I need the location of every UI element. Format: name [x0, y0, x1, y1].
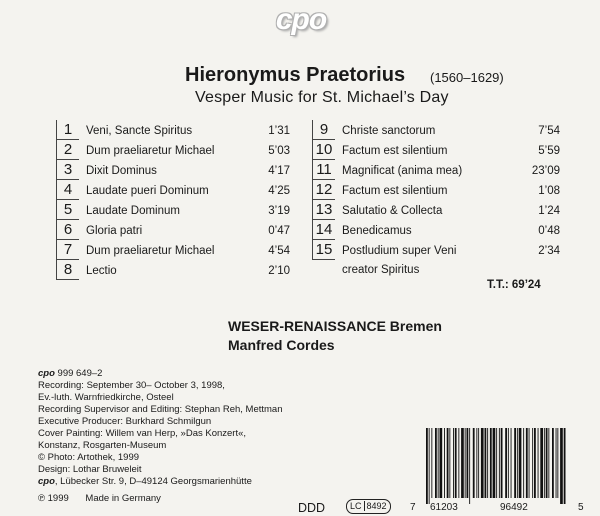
barcode-bar	[514, 428, 516, 498]
credit-line: Konstanz, Rosgarten-Museum	[38, 440, 167, 451]
track-row	[312, 200, 572, 220]
cpo-brand-text: cpo	[38, 368, 55, 379]
track-title: Christe sanctorum	[342, 125, 436, 137]
album-subtitle: Vesper Music for St. Michael’s Day	[195, 89, 449, 106]
track-row	[56, 240, 316, 260]
barcode-bar	[496, 428, 497, 498]
copyright-line	[38, 493, 283, 505]
track-title: Factum est silentium	[342, 185, 448, 197]
track-row	[56, 120, 316, 140]
barcode-bar	[487, 428, 488, 498]
track-row	[312, 220, 572, 240]
track-row	[56, 260, 316, 280]
track-duration: 1’08	[538, 185, 560, 197]
credit-line: Cover Painting: Willem van Herp, »Das Konzert«,	[38, 428, 247, 439]
barcode-digits-left: 61203	[430, 502, 458, 513]
track-15-continuation	[312, 259, 562, 279]
track-duration: 4’25	[268, 185, 290, 197]
barcode-bar	[461, 428, 464, 498]
barcode-bar	[529, 428, 530, 498]
barcode-bar	[435, 428, 437, 498]
barcode-bar	[465, 428, 466, 498]
barcode-bar	[449, 428, 450, 498]
track-number: 4	[56, 180, 79, 200]
lc-number: 8492	[364, 501, 387, 511]
barcode-bar	[523, 428, 524, 498]
track-number: 15	[312, 240, 335, 260]
track-number: 1	[56, 120, 79, 140]
track-duration: 7’54	[538, 125, 560, 137]
label-code-badge	[346, 499, 391, 514]
barcode-bar	[455, 428, 457, 498]
ddd-code: DDD	[298, 501, 326, 515]
track-number: 13	[312, 200, 335, 220]
track-row	[56, 200, 316, 220]
track-title: Laudate Dominum	[86, 205, 180, 217]
barcode-bar	[447, 428, 449, 498]
track-row	[312, 140, 572, 160]
track-number: 9	[312, 120, 335, 140]
track-duration: 5’59	[538, 145, 560, 157]
barcode-bar	[544, 428, 545, 498]
track-number: 5	[56, 200, 79, 220]
barcode-bar	[485, 428, 487, 498]
track-duration: 4’17	[268, 165, 290, 177]
track-title: Laudate pueri Dominum	[86, 185, 209, 197]
barcode-bar	[560, 428, 563, 504]
barcode-bar	[538, 428, 539, 498]
barcode	[420, 428, 570, 506]
barcode-bar	[499, 428, 500, 498]
barcode-bar	[444, 428, 445, 498]
track-duration: 0’48	[538, 225, 560, 237]
track-number: 7	[56, 240, 79, 260]
track-number: 2	[56, 140, 79, 160]
barcode-bar	[440, 428, 443, 498]
track-title: Factum est silentium	[342, 145, 448, 157]
barcode-bar	[438, 428, 439, 498]
barcode-bar	[548, 428, 549, 498]
barcode-bar	[478, 428, 479, 498]
barcode-digit-last: 5	[578, 502, 584, 513]
cpo-brand-text: cpo	[38, 476, 55, 487]
catalog-number-value: 999 649–2	[57, 368, 103, 379]
barcode-bar	[476, 428, 477, 498]
track-row	[56, 160, 316, 180]
barcode-bar	[490, 428, 492, 498]
track-title: Dum praeliaretur Michael	[86, 245, 215, 257]
track-duration: 0’47	[268, 225, 290, 237]
barcode-bar	[546, 428, 548, 498]
barcode-bar	[481, 428, 484, 498]
barcode-bar	[458, 428, 459, 498]
barcode-digits-right: 96492	[500, 502, 528, 513]
composer-dates: (1560–1629)	[430, 70, 504, 85]
track-number: 12	[312, 180, 335, 200]
track-row	[312, 120, 572, 140]
track-title: Gloria patri	[86, 225, 143, 237]
phonogram-copyright: ℗ 1999	[38, 493, 69, 504]
track-number: 6	[56, 220, 79, 240]
track-duration: 5’03	[268, 145, 290, 157]
track-duration: 1’24	[538, 205, 560, 217]
track-title: Postludium super Veni	[342, 245, 457, 257]
credit-line: Executive Producer: Burkhard Schmilgun	[38, 416, 212, 427]
track-title: creator Spiritus	[342, 264, 420, 276]
barcode-bar	[552, 428, 554, 498]
barcode-bar	[473, 428, 475, 498]
track-title: Lectio	[86, 265, 117, 277]
track-title: Dum praeliaretur Michael	[86, 145, 215, 157]
track-duration: 4’54	[268, 245, 290, 257]
track-number: 3	[56, 160, 79, 180]
barcode-digit-first: 7	[410, 502, 416, 513]
barcode-bar	[556, 428, 557, 498]
barcode-bar	[526, 428, 528, 498]
barcode-bar	[508, 428, 509, 498]
track-row	[56, 220, 316, 240]
track-duration: 3’19	[268, 205, 290, 217]
barcode-bar	[534, 428, 536, 498]
barcode-bar	[540, 428, 543, 498]
track-row	[56, 140, 316, 160]
catalog-number	[38, 368, 283, 380]
track-number: 11	[312, 160, 335, 180]
barcode-bar	[431, 428, 432, 498]
barcode-bar	[519, 428, 522, 498]
composer-name: Hieronymus Praetorius	[185, 64, 406, 86]
credit-line: Ev.-luth. Warnfriedkirche, Osteel	[38, 392, 174, 403]
track-duration: 1’31	[268, 125, 290, 137]
barcode-bar	[557, 428, 558, 498]
track-row	[312, 240, 572, 260]
track-title: Benedicamus	[342, 225, 412, 237]
ensemble-name: WESER-RENAISSANCE Bremen	[228, 318, 442, 334]
track-row	[312, 180, 572, 200]
track-duration: 2’34	[538, 245, 560, 257]
track-row	[56, 180, 316, 200]
track-number: 14	[312, 220, 335, 240]
barcode-bar	[469, 428, 470, 504]
track-title: Veni, Sancte Spiritus	[86, 125, 193, 137]
track-duration: 23’09	[531, 165, 560, 177]
track-number: 10	[312, 140, 335, 160]
made-in: Made in Germany	[85, 493, 161, 504]
track-number: 8	[56, 260, 79, 280]
total-time: T.T.: 69’24	[487, 279, 541, 291]
barcode-bar	[467, 428, 469, 498]
lc-prefix: LC	[350, 501, 362, 511]
barcode-bar	[517, 428, 518, 498]
barcode-bar	[511, 428, 512, 498]
address-line	[38, 476, 283, 488]
barcode-bar	[564, 428, 566, 504]
track-title: Dixit Dominus	[86, 165, 157, 177]
track-title: Magnificat (anima mea)	[342, 165, 463, 177]
credit-line: Recording: September 30– October 3, 1998,	[38, 380, 225, 391]
barcode-bar	[505, 428, 507, 498]
credits-block	[38, 368, 283, 505]
barcode-bar	[453, 428, 454, 498]
cpo-logo: cpo	[275, 3, 327, 36]
track-title: Salutatio & Collecta	[342, 205, 443, 217]
barcode-bar	[426, 428, 428, 504]
track-row	[312, 160, 572, 180]
barcode-bar	[501, 428, 503, 498]
barcode-bar	[493, 428, 496, 498]
credit-line: Recording Supervisor and Editing: Stephan Reh, Mettman	[38, 404, 283, 415]
address-value: , Lübecker Str. 9, D–49124 Georgsmarienhütte	[54, 476, 252, 487]
conductor-name: Manfred Cordes	[228, 337, 335, 353]
barcode-bar	[532, 428, 533, 498]
credit-line: © Photo: Artothek, 1999	[38, 452, 140, 463]
barcode-bar	[429, 428, 430, 504]
track-duration: 2’10	[268, 265, 290, 277]
credit-line: Design: Lothar Bruweleit	[38, 464, 142, 475]
